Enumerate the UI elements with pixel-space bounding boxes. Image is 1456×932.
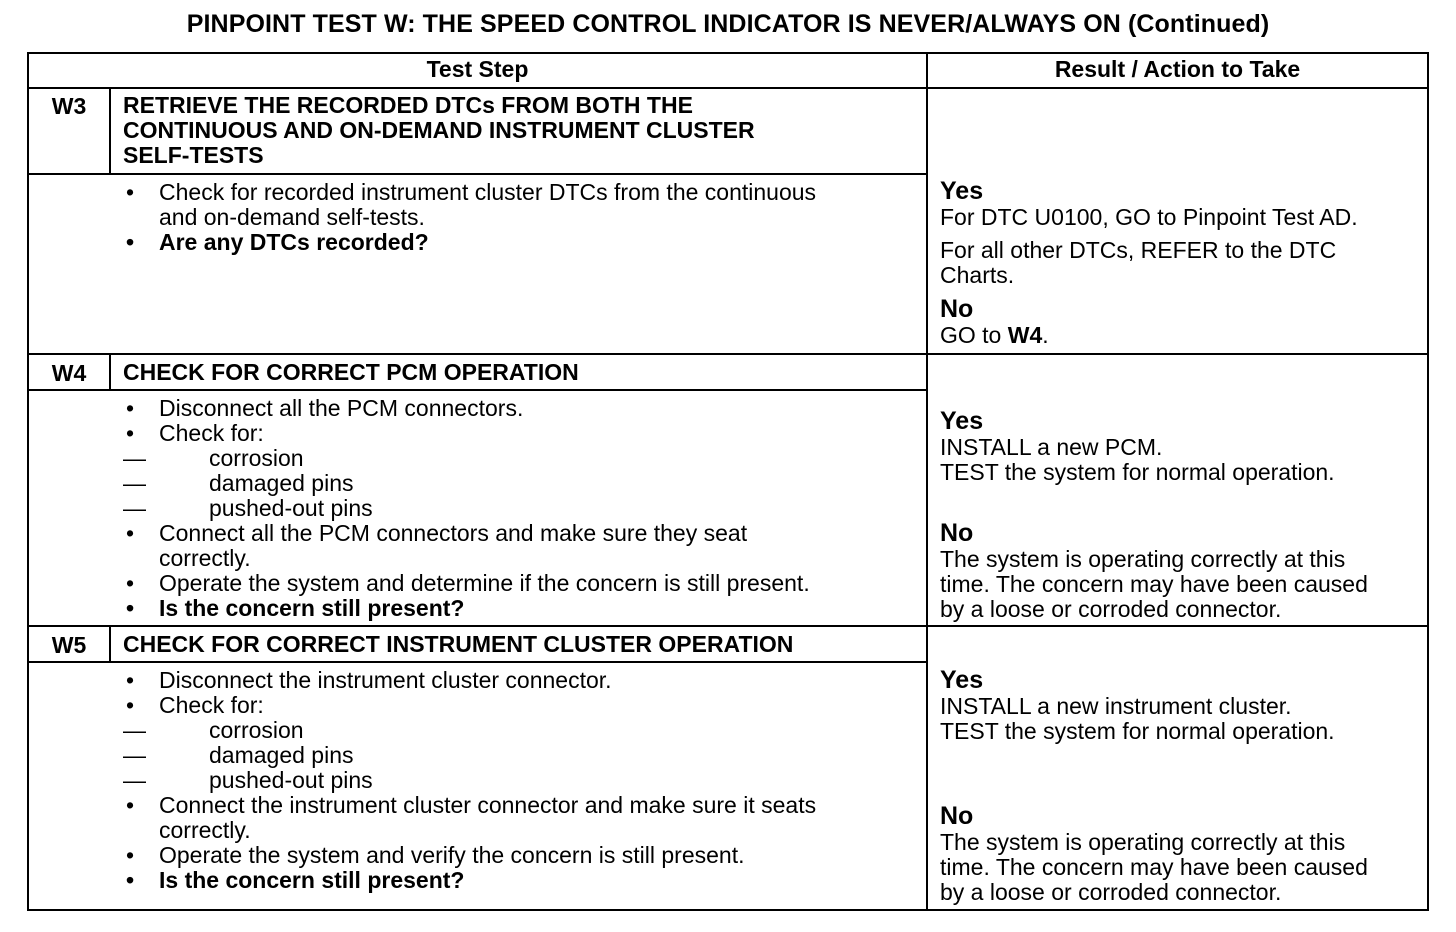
w3-heading-divider bbox=[27, 173, 928, 175]
list-item-text: Check for: bbox=[159, 420, 264, 446]
list-item-text: correctly. bbox=[159, 817, 251, 843]
bullet-icon: • bbox=[125, 842, 135, 868]
page-title: PINPOINT TEST W: THE SPEED CONTROL INDICATOR IS NEVER/ALWAYS ON (Continued) bbox=[186, 10, 1270, 38]
table-border-right bbox=[1427, 52, 1429, 911]
heading-line: CONTINUOUS AND ON-DEMAND INSTRUMENT CLUSTER bbox=[123, 117, 755, 143]
result-yes-label: Yes bbox=[940, 407, 984, 435]
result-no-label: No bbox=[940, 295, 974, 323]
result-no-label: No bbox=[940, 802, 974, 830]
dash-icon: — bbox=[123, 717, 146, 743]
list-item bbox=[123, 396, 923, 421]
dash-icon: — bbox=[123, 767, 146, 793]
list-item-text: Check for: bbox=[159, 692, 264, 718]
bullet-icon: • bbox=[125, 595, 135, 621]
list-item-text: correctly. bbox=[159, 545, 251, 571]
table-border-left bbox=[27, 52, 29, 911]
dash-icon: — bbox=[123, 470, 146, 496]
bullet-icon: • bbox=[125, 420, 135, 446]
step-id-w3: W3 bbox=[51, 93, 87, 119]
dash-icon: — bbox=[123, 742, 146, 768]
step-list-w5 bbox=[123, 668, 923, 893]
w4-row-divider bbox=[27, 625, 1429, 627]
heading-line: RETRIEVE THE RECORDED DTCs FROM BOTH THE bbox=[123, 92, 693, 118]
result-goto-suffix: . bbox=[1042, 322, 1049, 348]
list-item-text: damaged pins bbox=[209, 742, 354, 768]
step-heading-w3 bbox=[123, 93, 923, 168]
dash-icon: — bbox=[123, 495, 146, 521]
list-item-text: Operate the system and verify the concern is still present. bbox=[159, 842, 745, 868]
list-item bbox=[123, 718, 923, 743]
header-test-step: Test Step bbox=[426, 56, 529, 82]
list-item bbox=[123, 205, 923, 230]
list-item-text: Are any DTCs recorded? bbox=[159, 229, 429, 255]
list-item-text: Is the concern still present? bbox=[159, 867, 465, 893]
list-item-text: corrosion bbox=[209, 445, 304, 471]
list-item bbox=[123, 230, 923, 255]
list-item-text: pushed-out pins bbox=[209, 495, 373, 521]
result-goto-target: W4 bbox=[1007, 322, 1043, 348]
list-item bbox=[123, 446, 923, 471]
step-id-w4: W4 bbox=[51, 360, 87, 386]
step-list-w4 bbox=[123, 396, 923, 621]
result-w3 bbox=[940, 178, 1420, 348]
list-item bbox=[123, 596, 923, 621]
list-item-text: Check for recorded instrument cluster DTCs from the continuous bbox=[159, 179, 817, 205]
w3-row-divider bbox=[27, 353, 1429, 355]
heading-line: SELF-TESTS bbox=[123, 142, 264, 168]
result-line: For DTC U0100, GO to Pinpoint Test AD. bbox=[940, 204, 1358, 230]
bullet-icon: • bbox=[125, 179, 135, 205]
list-item bbox=[123, 768, 923, 793]
w4-heading-divider bbox=[27, 389, 928, 391]
list-item-text: and on-demand self-tests. bbox=[159, 204, 425, 230]
list-item bbox=[123, 180, 923, 205]
column-divider bbox=[926, 52, 928, 911]
list-item-text: damaged pins bbox=[209, 470, 354, 496]
list-item-text: Is the concern still present? bbox=[159, 595, 465, 621]
list-item-text: corrosion bbox=[209, 717, 304, 743]
result-line: The system is operating correctly at this bbox=[940, 829, 1346, 855]
result-w4-no bbox=[940, 520, 1420, 622]
list-item bbox=[123, 668, 923, 693]
list-item-text: Connect all the PCM connectors and make sure they seat bbox=[159, 520, 748, 546]
result-yes-label: Yes bbox=[940, 177, 984, 205]
list-item bbox=[123, 793, 923, 818]
result-yes-label: Yes bbox=[940, 666, 984, 694]
list-item-text: Connect the instrument cluster connector and make sure it seats bbox=[159, 792, 817, 818]
result-goto-text: GO to bbox=[940, 322, 1008, 348]
result-line: INSTALL a new instrument cluster. bbox=[940, 693, 1292, 719]
bullet-icon: • bbox=[125, 570, 135, 596]
result-line: TEST the system for normal operation. bbox=[940, 718, 1335, 744]
step-list-w3 bbox=[123, 180, 923, 255]
bullet-icon: • bbox=[125, 692, 135, 718]
list-item-text: Disconnect all the PCM connectors. bbox=[159, 395, 524, 421]
list-item bbox=[123, 818, 923, 843]
table-border-top bbox=[27, 52, 1429, 54]
result-w4-yes bbox=[940, 408, 1420, 485]
result-line: The system is operating correctly at this bbox=[940, 546, 1346, 572]
bullet-icon: • bbox=[125, 229, 135, 255]
list-item bbox=[123, 421, 923, 446]
result-w5-no bbox=[940, 803, 1420, 905]
list-item bbox=[123, 471, 923, 496]
list-item bbox=[123, 743, 923, 768]
dash-icon: — bbox=[123, 445, 146, 471]
list-item bbox=[123, 571, 923, 596]
result-line: by a loose or corroded connector. bbox=[940, 879, 1282, 905]
list-item bbox=[123, 693, 923, 718]
w5-heading-divider bbox=[27, 661, 928, 663]
result-line: time. The concern may have been caused bbox=[940, 571, 1368, 597]
result-line: For all other DTCs, REFER to the DTC bbox=[940, 237, 1337, 263]
list-item bbox=[123, 843, 923, 868]
header-result: Result / Action to Take bbox=[1054, 56, 1301, 82]
result-line: TEST the system for normal operation. bbox=[940, 459, 1335, 485]
result-no-label: No bbox=[940, 519, 974, 547]
list-item bbox=[123, 868, 923, 893]
bullet-icon: • bbox=[125, 792, 135, 818]
bullet-icon: • bbox=[125, 867, 135, 893]
bullet-icon: • bbox=[125, 395, 135, 421]
step-heading-w5: CHECK FOR CORRECT INSTRUMENT CLUSTER OPERATION bbox=[123, 631, 794, 657]
table-border-bottom bbox=[27, 909, 1429, 911]
list-item-text: pushed-out pins bbox=[209, 767, 373, 793]
list-item-text: Disconnect the instrument cluster connector. bbox=[159, 667, 612, 693]
result-line bbox=[940, 323, 1420, 348]
list-item bbox=[123, 546, 923, 571]
step-heading-w4: CHECK FOR CORRECT PCM OPERATION bbox=[123, 359, 579, 385]
bullet-icon: • bbox=[125, 520, 135, 546]
result-line: time. The concern may have been caused bbox=[940, 854, 1368, 880]
list-item bbox=[123, 521, 923, 546]
result-line: Charts. bbox=[940, 262, 1015, 288]
bullet-icon: • bbox=[125, 667, 135, 693]
result-line: INSTALL a new PCM. bbox=[940, 434, 1163, 460]
list-item-text: Operate the system and determine if the concern is still present. bbox=[159, 570, 810, 596]
header-divider bbox=[27, 87, 1429, 89]
step-id-w5: W5 bbox=[51, 632, 87, 658]
list-item bbox=[123, 496, 923, 521]
result-line: by a loose or corroded connector. bbox=[940, 596, 1282, 622]
result-w5-yes bbox=[940, 667, 1420, 744]
